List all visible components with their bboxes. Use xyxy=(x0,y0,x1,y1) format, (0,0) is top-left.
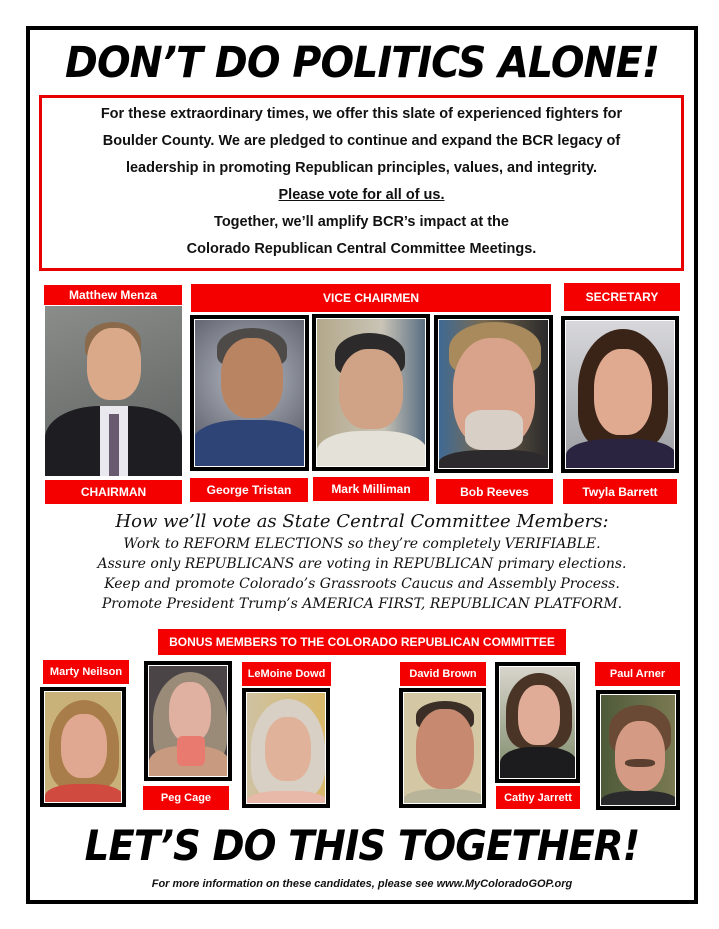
vice-chair-name-banner: Bob Reeves xyxy=(436,479,553,504)
bonus-members-banner: BONUS MEMBERS TO THE COLORADO REPUBLICAN COMMITTEE xyxy=(158,629,566,655)
vote-section xyxy=(40,510,684,614)
intro-line: leadership in promoting Republican principles, values, and integrity. xyxy=(125,160,598,176)
vice-chair-photo-frame xyxy=(190,315,309,471)
bonus-member-name-banner: David Brown xyxy=(400,662,486,686)
bonus-member-name-banner: Peg Cage xyxy=(143,786,229,810)
bonus-member-name-banner: Paul Arner xyxy=(595,662,680,686)
chairman-role-banner: CHAIRMAN xyxy=(45,480,182,504)
intro-box xyxy=(39,95,684,271)
bonus-member-photo-frame xyxy=(144,661,232,781)
vote-heading: How we’ll vote as State Central Committee Members: xyxy=(115,511,609,532)
secretary-banner: SECRETARY xyxy=(564,283,680,311)
bonus-member-photo-frame xyxy=(399,688,486,808)
secretary-photo-frame xyxy=(561,316,679,473)
vice-chair-photo-frame xyxy=(434,315,553,473)
secretary-name-banner: Twyla Barrett xyxy=(563,479,677,504)
bonus-member-photo-frame xyxy=(242,688,330,808)
intro-line: Together, we’ll amplify BCR’s impact at the xyxy=(214,214,509,230)
bonus-member-name-banner: Marty Neilson xyxy=(43,660,129,684)
intro-line: Colorado Republican Central Committee Meetings. xyxy=(186,241,537,257)
bonus-member-photo-frame xyxy=(40,687,126,807)
vice-chairmen-banner: VICE CHAIRMEN xyxy=(191,284,551,312)
bonus-member-photo-frame xyxy=(495,662,580,783)
footer-info: For more information on these candidates, please see www.MyColoradoGOP.org xyxy=(151,878,573,890)
intro-line: For these extraordinary times, we offer this slate of experienced fighters for xyxy=(100,106,623,122)
intro-line: Boulder County. We are pledged to continue and expand the BCR legacy of xyxy=(102,133,621,149)
chairman-photo xyxy=(45,306,182,476)
vote-point: Promote President Trump’s AMERICA FIRST, REPUBLICAN PLATFORM. xyxy=(101,596,623,612)
bonus-member-name-banner: Cathy Jarrett xyxy=(496,786,580,809)
chairman-name-banner: Matthew Menza xyxy=(44,285,182,305)
headline: DON’T DO POLITICS ALONE! xyxy=(65,38,659,88)
closing-headline: LET’S DO THIS TOGETHER! xyxy=(84,821,640,870)
vice-chair-photo-frame xyxy=(312,314,430,471)
vice-chair-name-banner: Mark Milliman xyxy=(313,477,429,501)
call-to-action: Please vote for all of us. xyxy=(278,187,445,203)
vote-point: Work to REFORM ELECTIONS so they’re completely VERIFIABLE. xyxy=(123,536,601,552)
bonus-member-name-banner: LeMoine Dowd xyxy=(242,662,331,686)
bonus-member-photo-frame xyxy=(596,690,680,810)
vote-point: Assure only REPUBLICANS are voting in REPUBLICAN primary elections. xyxy=(97,556,627,572)
vice-chair-name-banner: George Tristan xyxy=(190,478,308,502)
vote-point: Keep and promote Colorado’s Grassroots Caucus and Assembly Process. xyxy=(104,576,620,592)
